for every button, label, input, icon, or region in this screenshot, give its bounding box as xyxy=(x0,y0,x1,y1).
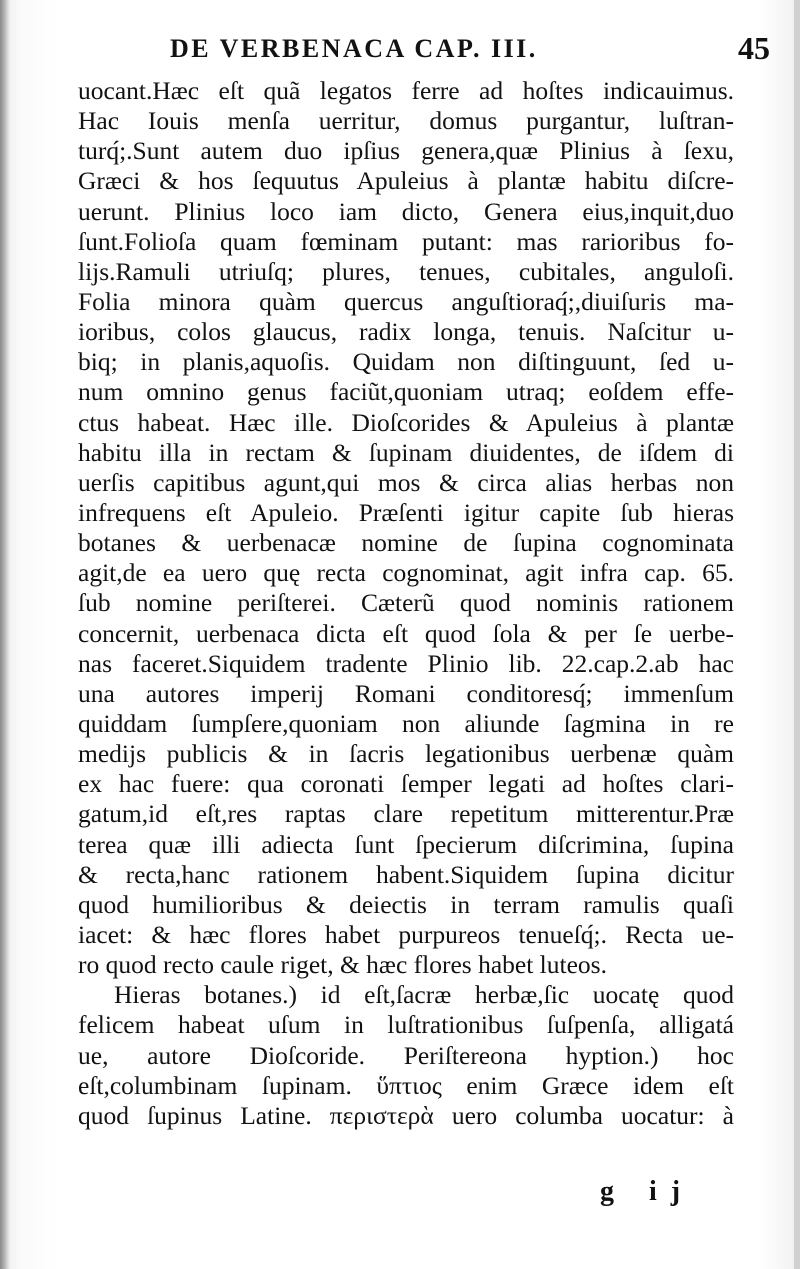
text-line: una autores imperij Romani conditoresq́; immenſum xyxy=(78,678,734,708)
signature-mark: g ij xyxy=(600,1176,695,1207)
text-line: habitu illa in rectam & ſupinam diuidentes, de iſdem di xyxy=(78,437,734,467)
text-line: felicem habeat uſum in luſtrationibus ſuſpenſa, alligatá xyxy=(78,1010,734,1040)
text-line: uerſis capitibus agunt,qui mos & circa alias herbas non xyxy=(78,467,734,497)
text-line: infrequens eſt Apuleio. Præſenti igitur capite ſub hieras xyxy=(78,497,734,527)
text-line: ro quod recto caule riget, & hæc flores habet luteos. xyxy=(78,950,607,980)
text-line: uocant.Hæc eſt quã legatos ferre ad hoſtes indicauimus. xyxy=(78,76,734,105)
text-line: & recta,hanc rationem habent.Siquidem ſupina dicitur xyxy=(78,859,734,889)
text-line: biq; in planis,aquoſis. Quidam non diſtinguunt, ſed u- xyxy=(78,347,734,377)
text-line: ſub nomine periſterei. Cæterũ quod nominis rationem xyxy=(78,588,734,618)
text-line: Græci & hos ſequutus Apuleius à plantæ habitu diſcre- xyxy=(78,166,734,196)
text-line: quod humilioribus & deiectis in terram ramulis quaſi xyxy=(78,889,734,919)
running-title: DE VERBENACA CAP. III. xyxy=(170,34,538,63)
text-line: quiddam ſumpſere,quoniam non aliunde ſagmina in re xyxy=(78,708,734,738)
text-line: nas faceret.Siquidem tradente Plinio lib. 22.cap.2.ab hac xyxy=(78,648,734,678)
text-line: ſunt.Folioſa quam fœminam putant: mas rarioribus fo- xyxy=(78,226,734,256)
body-text xyxy=(78,76,734,1131)
text-line: gatum,id eſt,res raptas clare repetitum mitterentur.Præ xyxy=(78,799,734,829)
text-line: botanes & uerbenacæ nomine de ſupina cognominata xyxy=(78,528,734,558)
text-line: ctus habeat. Hæc ille. Dioſcorides & Apuleius à plantæ xyxy=(78,407,734,437)
text-line: quod ſupinus Latine. περιστερὰ uero columba uocatur: à xyxy=(78,1100,734,1130)
page-edge xyxy=(794,0,800,1269)
text-line: iacet: & hæc flores habet purpureos tenueſq́;. Recta ue- xyxy=(78,919,734,949)
spine-shadow xyxy=(0,0,10,1269)
text-line: ioribus, colos glaucus, radix longa, tenuis. Naſcitur u- xyxy=(78,317,734,347)
text-line: eſt,columbinam ſupinam. ὕπτιος enim Græce idem eſt xyxy=(78,1070,734,1100)
text-line: Folia minora quàm quercus anguſtioraq́;,diuiſuris ma- xyxy=(78,286,734,316)
text-line-indented: Hieras botanes.) id eſt,ſacræ herbæ,ſic uocatę quod xyxy=(114,980,734,1010)
text-line: ex hac fuere: qua coronati ſemper legati ad hoſtes clari- xyxy=(78,769,734,799)
text-line: concernit, uerbenaca dicta eſt quod ſola & per ſe uerbe- xyxy=(78,618,734,648)
page-footer xyxy=(600,1176,720,1216)
text-line: ue, autore Dioſcoride. Periſtereona hyption.) hoc xyxy=(78,1040,734,1070)
page-header xyxy=(170,30,770,70)
text-line: num omnino genus faciũt,quoniam utraq; eoſdem effe- xyxy=(78,377,734,407)
text-line: agit,de ea uero quę recta cognominat, agit infra cap. 65. xyxy=(78,558,734,588)
text-line: terea quæ illi adiecta ſunt ſpecierum diſcrimina, ſupina xyxy=(78,829,734,859)
text-line: medijs publicis & in ſacris legationibus uerbenæ quàm xyxy=(78,739,734,769)
page-number: 45 xyxy=(738,30,770,66)
text-line: turq́;.Sunt autem duo ipſius genera,quæ Plinius à ſexu, xyxy=(78,136,734,166)
text-line: Hac Iouis menſa uerritur, domus purgantur, luſtran- xyxy=(78,106,734,136)
text-line: uerunt. Plinius loco iam dicto, Genera eius,inquit,duo xyxy=(78,196,734,226)
text-line: lijs.Ramuli utriuſq; plures, tenues, cubitales, anguloſi. xyxy=(78,256,734,286)
